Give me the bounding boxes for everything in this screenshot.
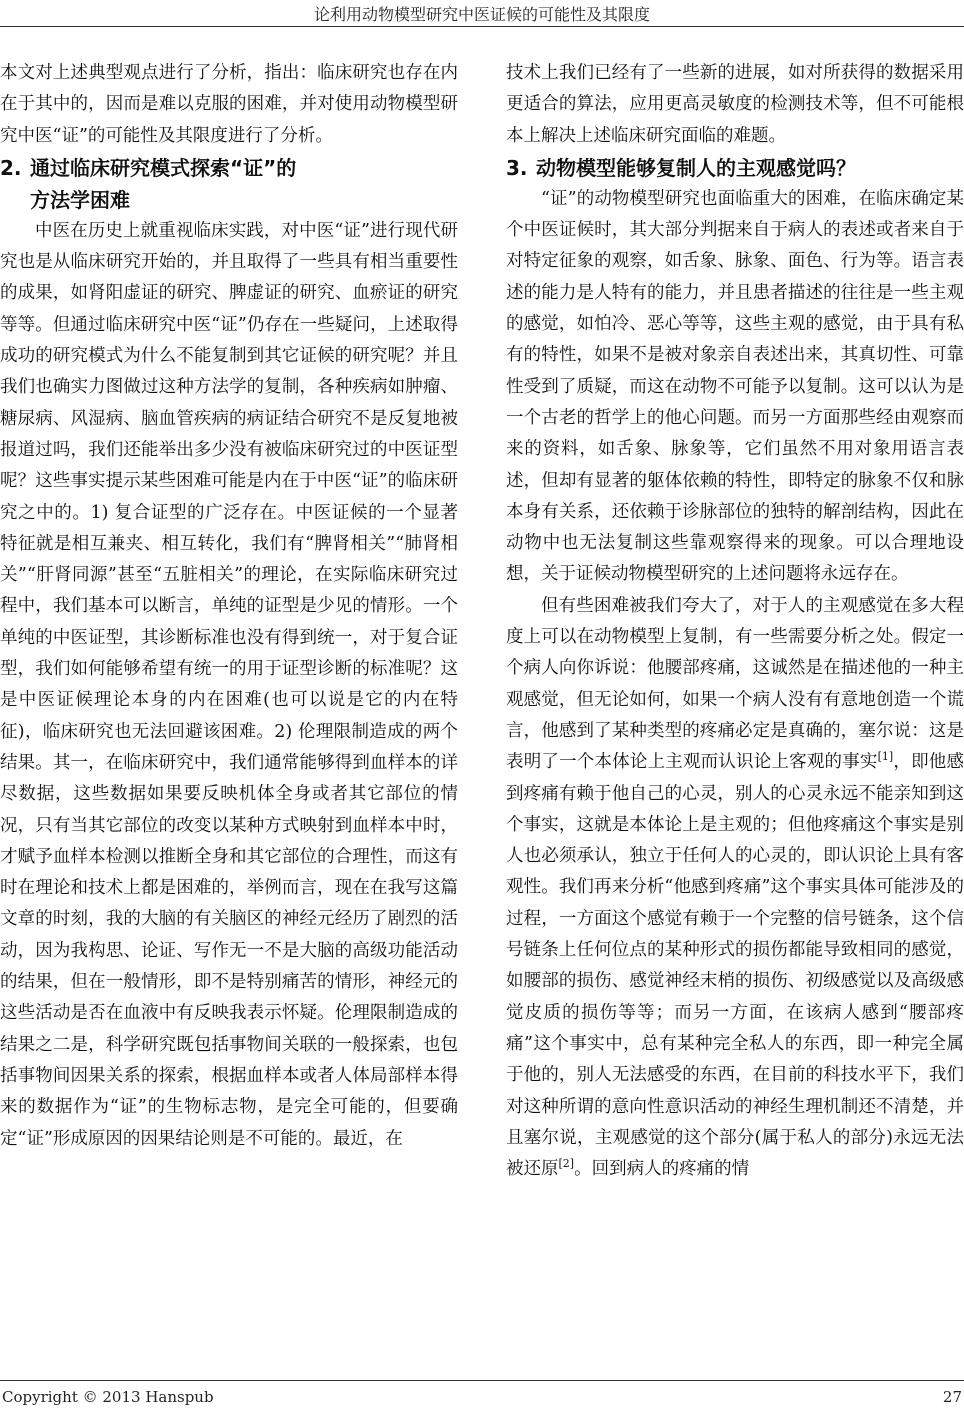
left-column — [0, 58, 458, 1155]
continued-paragraph: 技术上我们已经有了一些新的进展，如对所获得的数据采用更适合的算法，应用更高灵敏度的检测技术等，但不可能根本上解决上述临床研究面临的难题。 — [506, 63, 964, 146]
paragraph-2-part-c: 。回到病人的疼痛的情 — [574, 1159, 750, 1180]
citation-2[interactable]: [2] — [558, 1157, 575, 1171]
section-2-title-line2: 方法学困难 — [30, 187, 130, 212]
section-3-paragraph-1: “证”的动物模型研究也面临重大的困难，在临床确定某个中医证候时，其大部分判据来自于病人的表述或者来自于对特定征象的观察，如舌象、脉象、面色、行为等。语言表述的能力是人特有的能力，并且患者描述的往往是一些主观的感觉，如怕冷、恶心等等，这些主观的感觉，由于具有私有的特性，如果不是被对象亲自表述出来，其真切性、可靠性受到了质疑，而这在动物不可能予以复制。这可以认为是一个古老的哲学上的他心问题。而另一方面那些经由观察而来的资料，如舌象、脉象等，它们虽然不用对象用语言表述，但却有显著的躯体依赖的特性，即特定的脉象不仅和脉本身有关系，还依赖于诊脉部位的独特的解剖结构，因此在动物中也无法复制这些靠观察得来的现象。可以合理地设想，关于证候动物模型研究的上述问题将永远存在。 — [506, 188, 964, 585]
section-3-number: 3. — [506, 155, 528, 180]
section-3-paragraph-2 — [506, 591, 964, 1186]
citation-1[interactable]: [1] — [877, 750, 894, 764]
paragraph-2-part-a: 但有些困难被我们夸大了，对于人的主观感觉在多大程度上可以在动物模型上复制，有一些需要分析之处。假定一个病人向你诉说：他腰部疼痛，这诚然是在描述他的一种主观感觉，但无论如何，如果一个病人没有有意地创造一个谎言，他感到了某种类型的疼痛必定是真确的，塞尔说：这是表明了一个本体论上主观而认识论上客观的事实 — [506, 595, 964, 773]
intro-paragraph: 本文对上述典型观点进行了分析，指出：临床研究也存在内在于其中的，因而是难以克服的困难，并对使用动物模型研究中医“证”的可能性及其限度进行了分析。 — [0, 63, 458, 146]
header-divider — [0, 26, 964, 27]
right-column — [506, 58, 964, 1185]
section-2-number: 2. — [0, 155, 22, 180]
section-2-paragraph: 中医在历史上就重视临床实践，对中医“证”进行现代研究也是从临床研究开始的，并且取得了一些具有相当重要性的成果，如肾阳虚证的研究、脾虚证的研究、血瘀证的研究等等。但通过临床研究中医“证”仍存在一些疑问，上述取得成功的研究模式为什么不能复制到其它证候的研究呢？并且我们也确实力图做过这种方法学的复制，各种疾病如肿瘤、糖尿病、风湿病、脑血管疾病的病证结合研究不是反复地被报道过吗，我们还能举出多少没有被临床研究过的中医证型呢？这些事实提示某些困难可能是内在于中医“证”的临床研究之中的。1) 复合证型的广泛存在。中医证候的一个显著特征就是相互兼夹、相互转化，我们有“脾肾相关”“肺肾相关”“肝肾同源”甚至“五脏相关”的理论，在实际临床研究过程中，我们基本可以断言，单纯的证型是少见的情形。一个单纯的中医证型，其诊断标准也没有得到统一，对于复合证型，我们如何能够希望有统一的用于证型诊断的标准呢？这是中医证候理论本身的内在困难(也可以说是它的内在特征)，临床研究也无法回避该困难。2) 伦理限制造成的两个结果。其一，在临床研究中，我们通常能够得到血样本的详尽数据，这些数据如果要反映机体全身或者其它部位的情况，只有当其它部位的改变以某种方式映射到血样本中时，才赋予血样本检测以推断全身和其它部位的合理性，而这有时在理论和技术上都是困难的，举例而言，现在在我写这篇文章的时刻，我的大脑的有关脑区的神经元经历了剧烈的活动，因为我构思、论证、写作无一不是大脑的高级功能活动的结果，但在一般情形，即不是特别痛苦的情形，神经元的这些活动是否在血液中有反映我表示怀疑。伦理限制造成的结果之二是，科学研究既包括事物间关联的一般探索，也包括事物间因果关系的探索，根据血样本或者人体局部样本得来的数据作为“证”的生物标志物，是完全可能的，但要确定“证”形成原因的因果结论则是不可能的。最近，在 — [0, 220, 458, 1149]
running-title: 论利用动物模型研究中医证候的可能性及其限度 — [313, 5, 650, 24]
section-2-title-line1: 通过临床研究模式探索“证”的 — [30, 155, 297, 180]
paragraph-2-part-b: ，即他感到疼痛有赖于他自己的心灵，别人的心灵永远不能亲知到这个事实，这就是本体论上是主观的；但他疼痛这个事实是别人也必须承认，独立于任何人的心灵的，即认识论上具有客观性。我们再来分析“他感到疼痛”这个事实具体可能涉及的过程，一方面这个感觉有赖于一个完整的信号链条，这个信号链条上任何位点的某种形式的损伤都能导致相同的感觉，如腰部的损伤、感觉神经末梢的损伤、初级感觉以及高级感觉皮质的损伤等等；而另一方面，在该病人感到“腰部疼痛”这个事实中，总有某种完全私人的东西，即一种完全属于他的，别人无法感受的东西，在目前的科技水平下，我们对这种所谓的意向性意识活动的神经生理机制还不清楚，并且塞尔说，主观感觉的这个部分(属于私人的部分)永远无法被还原 — [506, 752, 964, 1180]
page-number: 27 — [942, 1388, 962, 1406]
footer-divider — [0, 1380, 964, 1381]
section-3-heading — [506, 152, 964, 184]
copyright-notice: Copyright © 2013 Hanspub — [2, 1388, 214, 1406]
section-2-heading — [0, 152, 458, 216]
section-3-title: 动物模型能够复制人的主观感觉吗？ — [536, 155, 856, 180]
